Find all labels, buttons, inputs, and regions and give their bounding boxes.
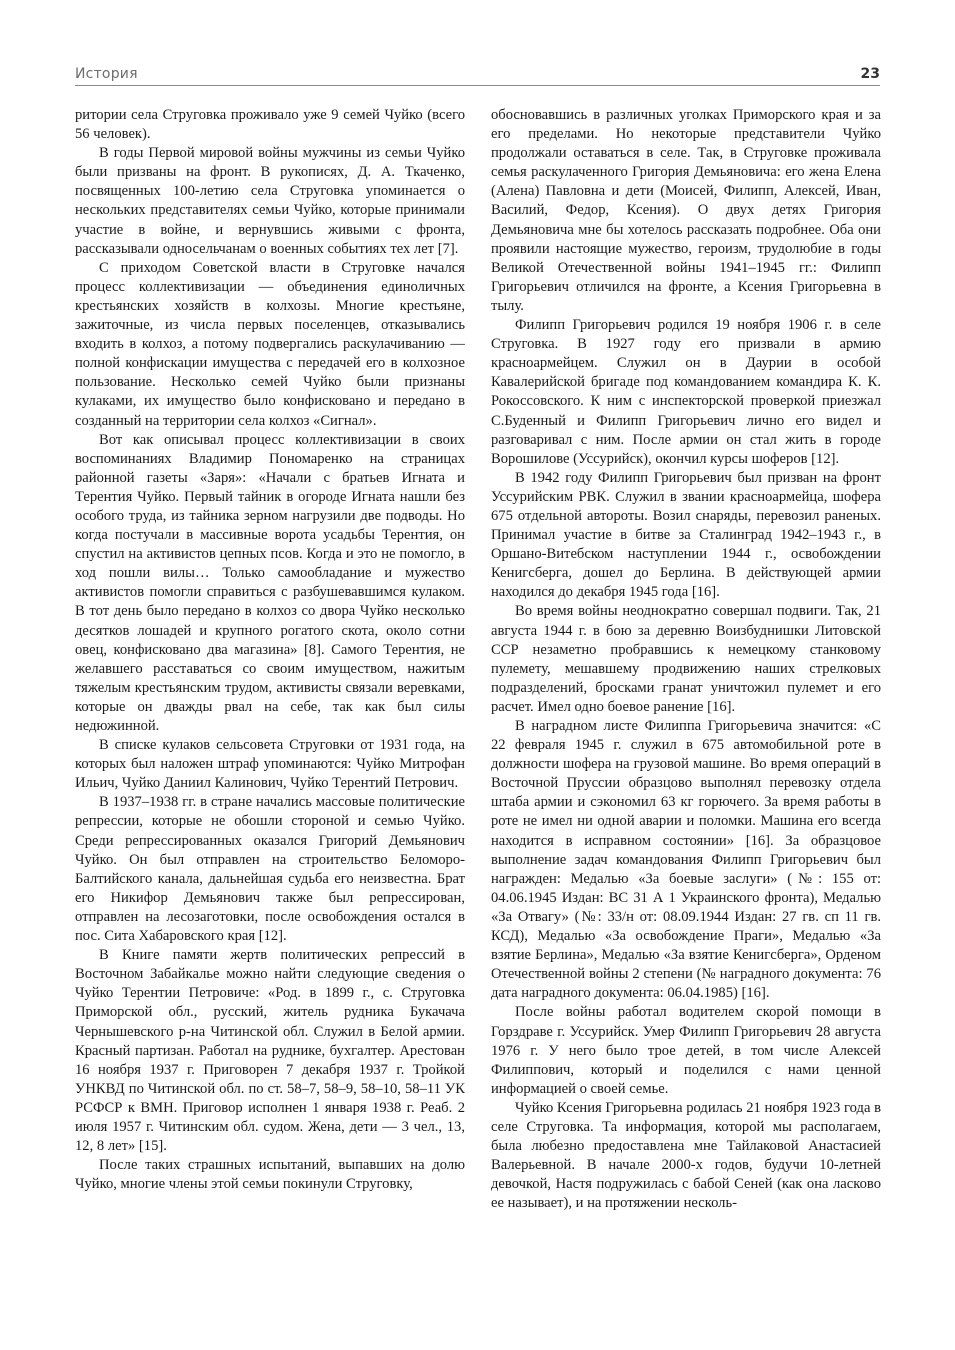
paragraph: В 1942 году Филипп Григорьевич был призван на фронт Уссурийским РВК. Служил в звании красноармейца, шофера 675 отдельной автороты. Возил снаряды, перевозил раненых. Принимал участие в битве за Сталинград 1942–1943 г., в Оршано-Витебском наступлении 1944 г., освобождении Кенигсберга, дошел до Берлина. В действующей армии находился до декабря 1945 года [16].	[491, 469, 881, 601]
running-header	[75, 60, 880, 86]
section-title: История	[75, 66, 138, 82]
paragraph: С приходом Советской власти в Струговке начался процесс коллективизации — объединения единоличных крестьянских хозяйств в колхозы. Многие крестьяне, зажиточные, из числа первых поселенцев, отказывались входить в колхоз, а потому подвергались раскулачиванию — полной конфискации имущества с передачей его в колхозное пользование. Несколько семей Чуйко были признаны кулаками, их имущество было конфисковано и передано в созданный на территории села колхоз «Сигнал».	[75, 259, 465, 429]
paragraph: Во время войны неоднократно совершал подвиги. Так, 21 августа 1944 г. в бою за деревню Воизбуднишки Литовской ССР незаметно пробравшись к немецкому станковому пулемету, мешавшему продвижению наших стрелковых подразделений, бросками гранат уничтожил пулемет и его расчет. Имел одно боевое ранение [16].	[491, 603, 881, 715]
page-number: 23	[860, 66, 880, 82]
right-column	[491, 106, 881, 1296]
paragraph: После войны работал водителем скорой помощи в Горздраве г. Уссурийск. Умер Филипп Григорьевич 28 августа 1976 г. У него было трое детей, в том числе Алексей Филиппович, который и поделился с нами ценной информацией о своей семье.	[491, 1004, 881, 1097]
paragraph: В Книге памяти жертв политических репрессий в Восточном Забайкалье можно найти следующие сведения о Чуйко Терентии Петровиче: «Род. в 1899 г., с. Струговка Приморской обл., русский, житель рудника Букачача Чернышевского р-на Читинской обл. Служил в Белой армии. Красный партизан. Работал на руднике, бухгалтер. Арестован 16 ноября 1937 г. Приговорен 7 декабря 1937 г. Тройкой УНКВД по Читинской обл. по ст. 58–7, 58–9, 58–10, 58–11 УК РСФСР к ВМН. Приговор исполнен 1 января 1938 г. Реаб. 2 июля 1957 г. Читинским обл. судом. Жена, дети — 3 чел., 13, 12, 8 лет» [15].	[75, 947, 465, 1155]
paragraph: ритории села Струговка проживало уже 9 семей Чуйко (всего 56 человек).	[75, 107, 465, 143]
paragraph: Вот как описывал процесс коллективизации в своих воспоминаниях Владимир Пономаренко на страницах районной газеты «Заря»: «Начали с братьев Игната и Терентия Чуйко. Первый тайник в огороде Игната нашли без особого труда, из тайника зерном нагрузили две подводы. Но когда постучали в массивные ворота усадьбы Терентия, он спустил на активистов цепных псов. Когда и это не помогло, в ход пошли вилы… Только самообладание и мужество активистов помогли справиться с разбушевавшимся кулаком. В тот день было передано в колхоз со двора Чуйко несколько десятков лошадей и крупного рогатого скота, около сотни овец, конфисковано два магазина» [8]. Самого Терентия, не желавшего расставаться со своим имуществом, нажитым тяжелым крестьянским трудом, активисты связали веревками, которые он дважды рвал на себе, так как был силы недюжинной.	[75, 431, 465, 734]
paragraph: обосновавшись в различных уголках Приморского края и за его пределами. Но некоторые представители Чуйко продолжали оставаться в селе. Так, в Струговке проживала семья раскулаченного Григория Демьяновича: его жена Елена (Алена) Павловна и дети (Моисей, Филипп, Алексей, Иван, Василий, Федор, Ксения). О двух детях Григория Демьяновича мне бы хотелось рассказать подробнее. Оба они проявили настоящие мужество, героизм, трудолюбие в годы Великой Отечественной войны 1941–1945 гг.: Филипп Григорьевич отличился на фронте, а Ксения Григорьевна в тылу.	[491, 107, 881, 314]
left-column	[75, 106, 465, 1296]
article-body	[75, 106, 881, 1296]
paragraph: В списке кулаков сельсовета Струговки от 1931 года, на которых был наложен штраф упоминаются: Чуйко Митрофан Ильич, Чуйко Даниил Калинович, Чуйко Терентий Петрович.	[75, 737, 465, 792]
paragraph: В наградном листе Филиппа Григорьевича значится: «С 22 февраля 1945 г. служил в 675 автомобильной роте в должности шофера на грузовой машине. Во время операций в Восточной Пруссии образцово выполнял перевозку отдела штаба армии и сэкономил 63 кг горючего. За время работы в роте не имел ни одной аварии и поломки. Машина его всегда находится в исправном состоянии» [16]. За образцовое выполнение задач командования Филипп Григорьевич был награжден: Медалью «За боевые заслуги» (№: 155 от: 04.06.1945 Издан: ВС 31 А 1 Украинского фронта), Медалью «За Отвагу» (№: 33/н от: 08.09.1944 Издан: 27 гв. сп 11 гв. КСД), Медалью «За освобождение Праги», Медалью «За взятие Берлина», Медалью «За взятие Кенигсберга», Орденом Отечественной войны 2 степени (№ наградного документа: 76 дата наградного документа: 06.04.1985) [16].	[491, 718, 881, 1002]
paragraph: В годы Первой мировой войны мужчины из семьи Чуйко были призваны на фронт. В рукописях, Д. А. Ткаченко, посвященных 100-летию села Струговка упоминается о нескольких представителях семьи Чуйко, которые принимали участие в войне, и вернувшись живыми с фронта, рассказывали односельчанам о военных событиях тех лет [7].	[75, 145, 465, 257]
paragraph: Чуйко Ксения Григорьевна родилась 21 ноября 1923 года в селе Струговка. Та информация, которой мы располагаем, была любезно предоставлена мне Тайлаковой Анастасией Валерьевной. В начале 2000-х годов, будучи 10-летней девочкой, Настя подружилась с бабой Сеней (как она ласково ее называет), и на протяжении несколь-	[491, 1099, 881, 1212]
paragraph: После таких страшных испытаний, выпавших на долю Чуйко, многие члены этой семьи покинули Струговку,	[75, 1157, 465, 1193]
paragraph: Филипп Григорьевич родился 19 ноября 1906 г. в селе Струговка. В 1927 году его призвали в армию красноармейцем. Служил он в Даурии в особой Кавалерийской бригаде под командованием командира К. К. Рокоссовского. К ним с инспекторской проверкой приезжал С.Буденный и Филипп Григорьевич лично его видел и разговаривал с ним. После армии он стал жить в городе Ворошилове (Уссурийск), окончил курсы шоферов [12].	[491, 317, 881, 467]
paragraph: В 1937–1938 гг. в стране начались массовые политические репрессии, которые не обошли стороной и семью Чуйко. Среди репрессированных оказался Григорий Демьянович Чуйко. Он был отправлен на строительство Беломоро-Балтийского канала, дальнейшая судьба его неизвестна. Брат его Никифор Демьянович также был репрессирован, отправлен на лесозаготовки, после освобождения остался в пос. Сита Хабаровского края [12].	[75, 794, 465, 945]
